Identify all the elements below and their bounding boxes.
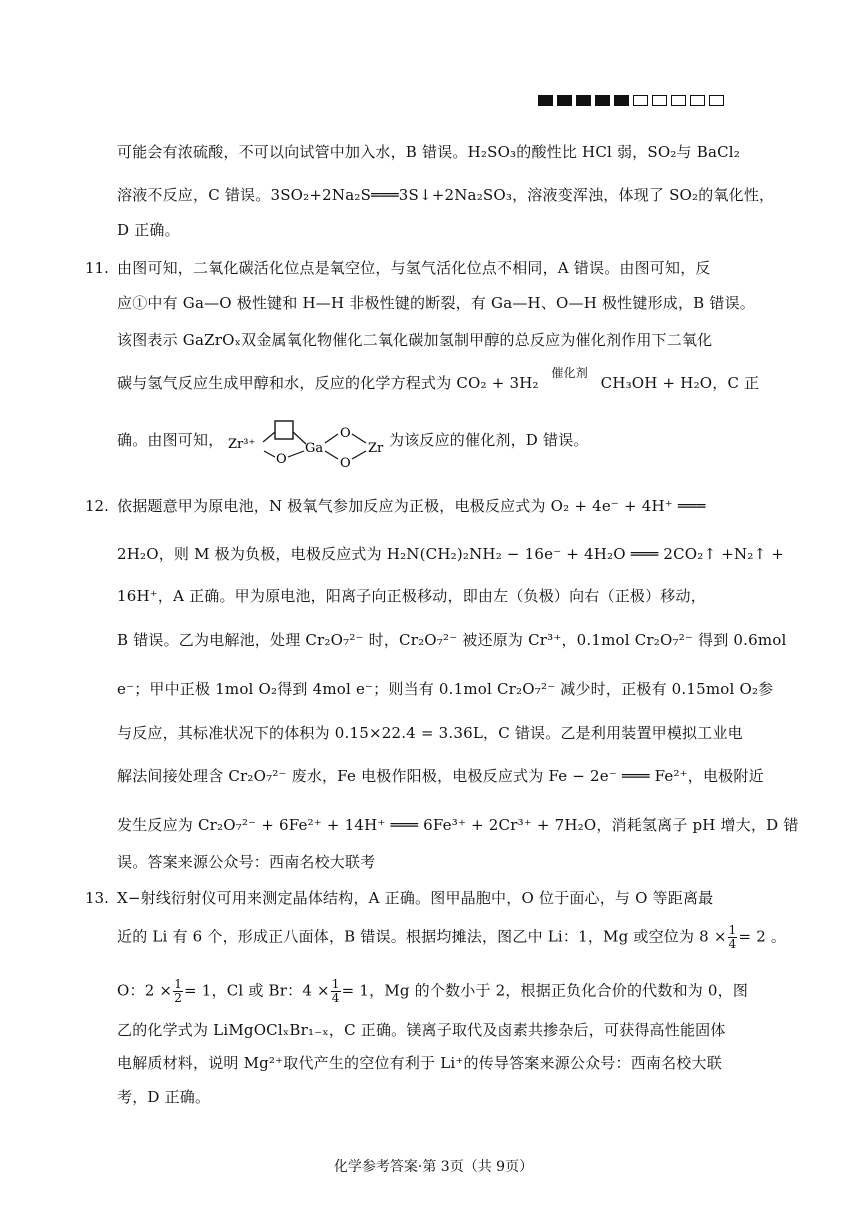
fraction-denominator: 4 [331, 991, 340, 1005]
text-line-with-fraction [117, 978, 748, 1005]
text-line: 解法间接处理含 Cr₂O₇²⁻ 废水，Fe 电极作阳极，电极反应式为 Fe − 2e⁻ ═══ Fe²⁺，电极附近 [117, 767, 764, 785]
bond-line [352, 451, 366, 459]
text-line: 考，D 正确。 [117, 1088, 211, 1106]
text-line: 可能会有浓硫酸，不可以向试管中加入水，B 错误。H₂SO₃的酸性比 HCl 弱，SO₂与 BaCl₂ [117, 143, 740, 161]
page-footer: 化学参考答案·第 3页（共 9页） [333, 1159, 534, 1175]
catalyst-label: 催化剂 [551, 366, 588, 380]
equation-line [117, 366, 760, 394]
fraction [728, 924, 738, 951]
equation-text: CH₃OH + H₂O，C 正 [600, 374, 760, 392]
progress-box-empty [709, 95, 724, 106]
bond-line [352, 434, 366, 443]
text-line: 16H⁺，A 正确。甲为原电池，阳离子向正极移动，即由左（负极）向右（正极）移动， [117, 587, 706, 605]
zr-label: Zr [368, 441, 384, 456]
text-line: 该图表示 GaZrOₓ双金属氧化物催化二氧化碳加氢制甲醇的总反应为催化剂作用下二氧化 [117, 331, 713, 349]
text-line: 为该反应的催化剂，D 错误。 [389, 431, 589, 449]
oxygen-label: O [340, 426, 351, 441]
question-number: 11. [85, 259, 109, 277]
text-line: 乙的化学式为 LiMgOClₓBr₁₋ₓ，C 正确。镁离子取代及卤素共掺杂后，可获得高性能固体 [117, 1021, 726, 1039]
oxygen-vacancy-square [275, 421, 293, 439]
catalyst-arrow [544, 366, 596, 394]
text-segment: = 1，Mg 的个数小于 2，根据正负化合价的代数和为 0，图 [341, 981, 749, 1000]
text-line-with-fraction [117, 924, 786, 951]
text-line: 误。答案来源公众号：西南名校大联考 [117, 853, 376, 871]
progress-box-filled [576, 95, 591, 106]
text-line: B 错误。乙为电解池，处理 Cr₂O₇²⁻ 时，Cr₂O₇²⁻ 被还原为 Cr³⁺，0.1mol Cr₂O₇²⁻ 得到 0.6mol [117, 631, 787, 649]
text-line: 发生反应为 Cr₂O₇²⁻ + 6Fe²⁺ + 14H⁺ ═══ 6Fe³⁺ + 2Cr³⁺ + 7H₂O，消耗氢离子 pH 增大，D 错 [117, 816, 799, 834]
text-line: e⁻；甲中正极 1mol O₂得到 4mol e⁻；则当有 0.1mol Cr₂O₇²⁻ 减少时，正极有 0.15mol O₂参 [117, 680, 774, 698]
equation-text: 碳与氢气反应生成甲醇和水，反应的化学方程式为 CO₂ + 3H₂ [117, 374, 539, 392]
text-line: 确。由图可知， [117, 431, 224, 449]
fraction-denominator: 2 [174, 991, 183, 1005]
bond-line [263, 432, 275, 442]
text-line: 依据题意甲为原电池，N 极氧气参加反应为正极，电极反应式为 O₂ + 4e⁻ + 4H⁺ ═══ [117, 497, 706, 515]
text-line: 由图可知，二氧化碳活化位点是氧空位，与氢气活化位点不相同，A 错误。由图可知，反 [117, 259, 711, 277]
text-line: 应①中有 Ga—O 极性键和 H—H 非极性键的断裂，有 Ga—H、O—H 极性键形成，B 错误。 [117, 294, 755, 312]
page-progress-indicator [538, 95, 724, 106]
fraction-numerator: 1 [174, 977, 183, 991]
progress-box-filled [557, 95, 572, 106]
text-segment: O：2 × [117, 981, 173, 1000]
bond-line [288, 451, 304, 457]
bond-line [264, 451, 275, 457]
text-segment: 近的 Li 有 6 个，形成正八面体，B 错误。根据均摊法，图乙中 Li：1，Mg 或空位为 8 × [117, 927, 727, 946]
question-number: 12. [85, 497, 109, 515]
catalyst-structure-diagram [228, 420, 388, 470]
text-segment: = 2 。 [738, 927, 787, 946]
zr-label: Zr³⁺ [228, 437, 256, 452]
question-number: 13. [85, 889, 109, 907]
text-line: 2H₂O，则 M 极为负极，电极反应式为 H₂N(CH₂)₂NH₂ − 16e⁻ + 4H₂O ═══ 2CO₂↑ +N₂↑ + [117, 545, 785, 563]
oxygen-label: O [276, 452, 287, 467]
progress-box-empty [671, 95, 686, 106]
text-line: 与反应，其标准状况下的体积为 0.15×22.4 = 3.36L，C 错误。乙是利用装置甲模拟工业电 [117, 724, 743, 742]
text-line: X−射线衍射仪可用来测定晶体结构，A 正确。图甲晶胞中，O 位于面心，与 O 等距离最 [117, 889, 714, 907]
progress-box-filled [538, 95, 553, 106]
ga-label: Ga [305, 441, 324, 456]
fraction [173, 978, 183, 1005]
fraction-denominator: 4 [728, 937, 737, 951]
fraction [331, 978, 341, 1005]
progress-box-empty [690, 95, 705, 106]
text-line: 电解质材料，说明 Mg²⁺取代产生的空位有利于 Li⁺的传导答案来源公众号：西南名校大联 [117, 1054, 722, 1072]
progress-box-empty [652, 95, 667, 106]
oxygen-label: O [340, 456, 351, 470]
text-line: 溶液不反应，C 错误。3SO₂+2Na₂S═══3S↓+2Na₂SO₃，溶液变浑浊，体现了 SO₂的氧化性， [117, 186, 775, 204]
progress-box-empty [633, 95, 648, 106]
text-segment: = 1，Cl 或 Br：4 × [184, 981, 330, 1000]
progress-box-filled [614, 95, 629, 106]
text-line: D 正确。 [117, 221, 180, 239]
fraction-numerator: 1 [728, 923, 737, 937]
fraction-numerator: 1 [331, 977, 340, 991]
bond-line [325, 434, 338, 443]
progress-box-filled [595, 95, 610, 106]
bond-line [325, 451, 338, 459]
